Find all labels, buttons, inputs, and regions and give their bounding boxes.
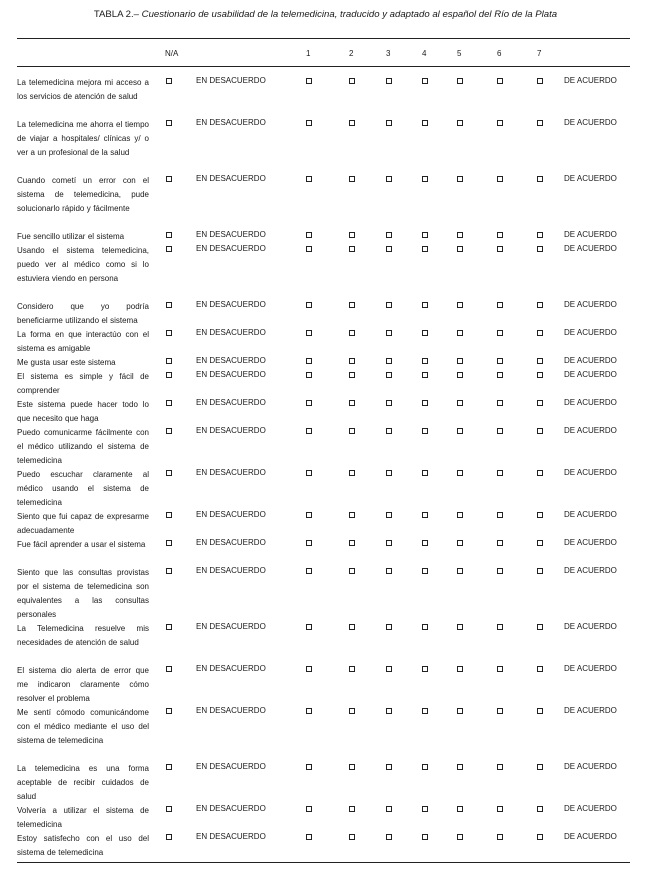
scale-2-checkbox[interactable]	[349, 400, 355, 406]
scale-2-checkbox[interactable]	[349, 512, 355, 518]
scale-6-checkbox[interactable]	[497, 400, 503, 406]
scale-3-checkbox[interactable]	[386, 78, 392, 84]
anchor-disagree-label: EN DESACUERDO	[196, 300, 266, 309]
header-scale-5: 5	[457, 49, 462, 58]
na-checkbox[interactable]	[166, 120, 172, 126]
scale-7-checkbox[interactable]	[537, 120, 543, 126]
scale-5-checkbox[interactable]	[457, 120, 463, 126]
scale-1-checkbox[interactable]	[306, 428, 312, 434]
scale-6-checkbox[interactable]	[497, 428, 503, 434]
scale-1-checkbox[interactable]	[306, 120, 312, 126]
scale-5-checkbox[interactable]	[457, 806, 463, 812]
scale-7-checkbox[interactable]	[537, 232, 543, 238]
scale-3-checkbox[interactable]	[386, 428, 392, 434]
anchor-disagree-label: EN DESACUERDO	[196, 398, 266, 407]
scale-5-checkbox[interactable]	[457, 78, 463, 84]
anchor-disagree-label: EN DESACUERDO	[196, 244, 266, 253]
anchor-disagree-label: EN DESACUERDO	[196, 762, 266, 771]
scale-7-checkbox[interactable]	[537, 302, 543, 308]
header-scale-3: 3	[386, 49, 391, 58]
scale-1-checkbox[interactable]	[306, 624, 312, 630]
question-text: Usando el sistema telemedicina, puedo ver al médico como si lo estuviera viendo en persona	[17, 246, 149, 283]
scale-3-checkbox[interactable]	[386, 176, 392, 182]
scale-6-checkbox[interactable]	[497, 764, 503, 770]
scale-7-checkbox[interactable]	[537, 176, 543, 182]
anchor-agree-label: DE ACUERDO	[564, 832, 617, 841]
anchor-agree-label: DE ACUERDO	[564, 468, 617, 477]
header-rule	[17, 66, 630, 67]
anchor-disagree-label: EN DESACUERDO	[196, 118, 266, 127]
na-checkbox[interactable]	[166, 400, 172, 406]
anchor-agree-label: DE ACUERDO	[564, 538, 617, 547]
question-text: El sistema es simple y fácil de comprender	[17, 372, 149, 395]
anchor-agree-label: DE ACUERDO	[564, 356, 617, 365]
scale-1-checkbox[interactable]	[306, 176, 312, 182]
scale-5-checkbox[interactable]	[457, 302, 463, 308]
scale-2-checkbox[interactable]	[349, 302, 355, 308]
question-text: Siento que fui capaz de expresarme adecuadamente	[17, 512, 149, 535]
scale-5-checkbox[interactable]	[457, 540, 463, 546]
scale-1-checkbox[interactable]	[306, 302, 312, 308]
scale-4-checkbox[interactable]	[422, 428, 428, 434]
scale-3-checkbox[interactable]	[386, 666, 392, 672]
scale-5-checkbox[interactable]	[457, 358, 463, 364]
question-text: Fue fácil aprender a usar el sistema	[17, 540, 146, 549]
question-text: Estoy satisfecho con el uso del sistema de telemedicina	[17, 834, 149, 857]
caption-title: Cuestionario de usabilidad de la telemedicina, traducido y adaptado al español del Río de la Plata	[139, 9, 558, 20]
na-checkbox[interactable]	[166, 708, 172, 714]
na-checkbox[interactable]	[166, 540, 172, 546]
scale-7-checkbox[interactable]	[537, 246, 543, 252]
question-text: Volvería a utilizar el sistema de telemedicina	[17, 806, 149, 829]
anchor-agree-label: DE ACUERDO	[564, 230, 617, 239]
anchor-agree-label: DE ACUERDO	[564, 804, 617, 813]
anchor-disagree-label: EN DESACUERDO	[196, 76, 266, 85]
bottom-rule	[17, 862, 630, 863]
scale-1-checkbox[interactable]	[306, 708, 312, 714]
anchor-disagree-label: EN DESACUERDO	[196, 664, 266, 673]
anchor-agree-label: DE ACUERDO	[564, 328, 617, 337]
scale-6-checkbox[interactable]	[497, 568, 503, 574]
na-checkbox[interactable]	[166, 302, 172, 308]
scale-6-checkbox[interactable]	[497, 176, 503, 182]
scale-1-checkbox[interactable]	[306, 232, 312, 238]
scale-7-checkbox[interactable]	[537, 708, 543, 714]
scale-3-checkbox[interactable]	[386, 806, 392, 812]
scale-5-checkbox[interactable]	[457, 764, 463, 770]
scale-1-checkbox[interactable]	[306, 666, 312, 672]
scale-6-checkbox[interactable]	[497, 372, 503, 378]
na-checkbox[interactable]	[166, 764, 172, 770]
na-checkbox[interactable]	[166, 78, 172, 84]
scale-4-checkbox[interactable]	[422, 568, 428, 574]
scale-2-checkbox[interactable]	[349, 568, 355, 574]
na-checkbox[interactable]	[166, 246, 172, 252]
scale-7-checkbox[interactable]	[537, 400, 543, 406]
scale-6-checkbox[interactable]	[497, 806, 503, 812]
scale-1-checkbox[interactable]	[306, 470, 312, 476]
scale-6-checkbox[interactable]	[497, 512, 503, 518]
anchor-disagree-label: EN DESACUERDO	[196, 230, 266, 239]
scale-6-checkbox[interactable]	[497, 330, 503, 336]
anchor-agree-label: DE ACUERDO	[564, 622, 617, 631]
scale-7-checkbox[interactable]	[537, 834, 543, 840]
scale-1-checkbox[interactable]	[306, 764, 312, 770]
scale-6-checkbox[interactable]	[497, 120, 503, 126]
anchor-agree-label: DE ACUERDO	[564, 664, 617, 673]
question-text: Me gusta usar este sistema	[17, 358, 116, 367]
anchor-agree-label: DE ACUERDO	[564, 244, 617, 253]
anchor-agree-label: DE ACUERDO	[564, 300, 617, 309]
na-checkbox[interactable]	[166, 834, 172, 840]
scale-3-checkbox[interactable]	[386, 624, 392, 630]
scale-3-checkbox[interactable]	[386, 470, 392, 476]
anchor-disagree-label: EN DESACUERDO	[196, 804, 266, 813]
anchor-agree-label: DE ACUERDO	[564, 706, 617, 715]
scale-6-checkbox[interactable]	[497, 470, 503, 476]
scale-1-checkbox[interactable]	[306, 78, 312, 84]
scale-3-checkbox[interactable]	[386, 302, 392, 308]
scale-4-checkbox[interactable]	[422, 330, 428, 336]
scale-5-checkbox[interactable]	[457, 470, 463, 476]
scale-2-checkbox[interactable]	[349, 246, 355, 252]
na-checkbox[interactable]	[166, 428, 172, 434]
scale-7-checkbox[interactable]	[537, 358, 543, 364]
scale-1-checkbox[interactable]	[306, 330, 312, 336]
scale-3-checkbox[interactable]	[386, 246, 392, 252]
scale-4-checkbox[interactable]	[422, 176, 428, 182]
question-text: La forma en que interactúo con el sistema es amigable	[17, 330, 149, 353]
anchor-agree-label: DE ACUERDO	[564, 76, 617, 85]
scale-2-checkbox[interactable]	[349, 666, 355, 672]
scale-5-checkbox[interactable]	[457, 246, 463, 252]
anchor-disagree-label: EN DESACUERDO	[196, 328, 266, 337]
scale-6-checkbox[interactable]	[497, 834, 503, 840]
scale-2-checkbox[interactable]	[349, 624, 355, 630]
scale-7-checkbox[interactable]	[537, 806, 543, 812]
scale-4-checkbox[interactable]	[422, 246, 428, 252]
scale-1-checkbox[interactable]	[306, 400, 312, 406]
scale-2-checkbox[interactable]	[349, 834, 355, 840]
scale-4-checkbox[interactable]	[422, 512, 428, 518]
scale-2-checkbox[interactable]	[349, 78, 355, 84]
anchor-agree-label: DE ACUERDO	[564, 370, 617, 379]
scale-6-checkbox[interactable]	[497, 708, 503, 714]
question-text: Cuando cometí un error con el sistema de telemedicina, pude solucionarlo rápido y fácilmente	[17, 176, 149, 213]
top-rule	[17, 38, 630, 39]
scale-3-checkbox[interactable]	[386, 372, 392, 378]
scale-7-checkbox[interactable]	[537, 512, 543, 518]
header-scale-1: 1	[306, 49, 311, 58]
anchor-disagree-label: EN DESACUERDO	[196, 174, 266, 183]
scale-2-checkbox[interactable]	[349, 470, 355, 476]
scale-4-checkbox[interactable]	[422, 78, 428, 84]
question-text: Puedo comunicarme fácilmente con el médico utilizando el sistema de telemedicina	[17, 428, 149, 465]
scale-2-checkbox[interactable]	[349, 708, 355, 714]
scale-2-checkbox[interactable]	[349, 120, 355, 126]
anchor-disagree-label: EN DESACUERDO	[196, 510, 266, 519]
scale-2-checkbox[interactable]	[349, 232, 355, 238]
question-text: El sistema dio alerta de error que me indicaron claramente cómo resolver el problema	[17, 666, 149, 703]
scale-5-checkbox[interactable]	[457, 428, 463, 434]
scale-3-checkbox[interactable]	[386, 400, 392, 406]
anchor-disagree-label: EN DESACUERDO	[196, 468, 266, 477]
na-checkbox[interactable]	[166, 372, 172, 378]
header-scale-6: 6	[497, 49, 502, 58]
scale-3-checkbox[interactable]	[386, 330, 392, 336]
scale-3-checkbox[interactable]	[386, 834, 392, 840]
anchor-disagree-label: EN DESACUERDO	[196, 566, 266, 575]
question-text: La telemedicina me ahorra el tiempo de viajar a hospitales/ clínicas y/ o ver a un profesional de la salud	[17, 120, 149, 157]
scale-7-checkbox[interactable]	[537, 666, 543, 672]
question-text: Puedo escuchar claramente al médico usando el sistema de telemedicina	[17, 470, 149, 507]
scale-6-checkbox[interactable]	[497, 540, 503, 546]
scale-1-checkbox[interactable]	[306, 512, 312, 518]
scale-1-checkbox[interactable]	[306, 540, 312, 546]
scale-2-checkbox[interactable]	[349, 358, 355, 364]
scale-5-checkbox[interactable]	[457, 568, 463, 574]
header-na: N/A	[165, 49, 179, 58]
anchor-disagree-label: EN DESACUERDO	[196, 706, 266, 715]
question-text: Siento que las consultas provistas por el sistema de telemedicina son equivalentes a las consultas personales	[17, 568, 149, 619]
question-text: Me sentí cómodo comunicándome con el médico mediante el uso del sistema de telemedicina	[17, 708, 149, 745]
scale-6-checkbox[interactable]	[497, 78, 503, 84]
scale-5-checkbox[interactable]	[457, 330, 463, 336]
scale-3-checkbox[interactable]	[386, 358, 392, 364]
na-checkbox[interactable]	[166, 358, 172, 364]
anchor-disagree-label: EN DESACUERDO	[196, 538, 266, 547]
scale-7-checkbox[interactable]	[537, 540, 543, 546]
scale-3-checkbox[interactable]	[386, 512, 392, 518]
scale-2-checkbox[interactable]	[349, 330, 355, 336]
question-text: Este sistema puede hacer todo lo que necesito que haga	[17, 400, 149, 423]
anchor-disagree-label: EN DESACUERDO	[196, 832, 266, 841]
scale-5-checkbox[interactable]	[457, 708, 463, 714]
scale-2-checkbox[interactable]	[349, 806, 355, 812]
scale-1-checkbox[interactable]	[306, 568, 312, 574]
scale-6-checkbox[interactable]	[497, 246, 503, 252]
scale-1-checkbox[interactable]	[306, 372, 312, 378]
na-checkbox[interactable]	[166, 232, 172, 238]
question-text: La telemedicina mejora mi acceso a los servicios de atención de salud	[17, 78, 149, 101]
scale-2-checkbox[interactable]	[349, 176, 355, 182]
scale-6-checkbox[interactable]	[497, 358, 503, 364]
anchor-disagree-label: EN DESACUERDO	[196, 426, 266, 435]
question-text: Fue sencillo utilizar el sistema	[17, 232, 125, 241]
scale-4-checkbox[interactable]	[422, 470, 428, 476]
anchor-agree-label: DE ACUERDO	[564, 762, 617, 771]
anchor-disagree-label: EN DESACUERDO	[196, 370, 266, 379]
scale-6-checkbox[interactable]	[497, 302, 503, 308]
question-text: La Telemedicina resuelve mis necesidades de atención de salud	[17, 624, 149, 647]
scale-4-checkbox[interactable]	[422, 834, 428, 840]
anchor-agree-label: DE ACUERDO	[564, 426, 617, 435]
anchor-disagree-label: EN DESACUERDO	[196, 622, 266, 631]
scale-7-checkbox[interactable]	[537, 624, 543, 630]
scale-2-checkbox[interactable]	[349, 372, 355, 378]
anchor-agree-label: DE ACUERDO	[564, 118, 617, 127]
scale-3-checkbox[interactable]	[386, 708, 392, 714]
na-checkbox[interactable]	[166, 666, 172, 672]
na-checkbox[interactable]	[166, 624, 172, 630]
scale-4-checkbox[interactable]	[422, 232, 428, 238]
caption-label: TABLA 2.–	[93, 9, 139, 20]
scale-5-checkbox[interactable]	[457, 666, 463, 672]
scale-6-checkbox[interactable]	[497, 624, 503, 630]
scale-4-checkbox[interactable]	[422, 372, 428, 378]
scale-4-checkbox[interactable]	[422, 624, 428, 630]
anchor-agree-label: DE ACUERDO	[564, 398, 617, 407]
scale-4-checkbox[interactable]	[422, 764, 428, 770]
scale-4-checkbox[interactable]	[422, 358, 428, 364]
scale-2-checkbox[interactable]	[349, 540, 355, 546]
scale-1-checkbox[interactable]	[306, 358, 312, 364]
anchor-agree-label: DE ACUERDO	[564, 174, 617, 183]
scale-3-checkbox[interactable]	[386, 764, 392, 770]
scale-1-checkbox[interactable]	[306, 834, 312, 840]
na-checkbox[interactable]	[166, 330, 172, 336]
scale-7-checkbox[interactable]	[537, 372, 543, 378]
scale-5-checkbox[interactable]	[457, 232, 463, 238]
scale-4-checkbox[interactable]	[422, 302, 428, 308]
scale-3-checkbox[interactable]	[386, 568, 392, 574]
scale-7-checkbox[interactable]	[537, 330, 543, 336]
scale-1-checkbox[interactable]	[306, 806, 312, 812]
scale-6-checkbox[interactable]	[497, 666, 503, 672]
scale-4-checkbox[interactable]	[422, 400, 428, 406]
na-checkbox[interactable]	[166, 176, 172, 182]
scale-4-checkbox[interactable]	[422, 120, 428, 126]
question-text: Considero que yo podría beneficiarme utilizando el sistema	[17, 302, 149, 325]
scale-7-checkbox[interactable]	[537, 428, 543, 434]
scale-4-checkbox[interactable]	[422, 666, 428, 672]
anchor-disagree-label: EN DESACUERDO	[196, 356, 266, 365]
scale-3-checkbox[interactable]	[386, 120, 392, 126]
scale-5-checkbox[interactable]	[457, 834, 463, 840]
anchor-agree-label: DE ACUERDO	[564, 510, 617, 519]
scale-2-checkbox[interactable]	[349, 764, 355, 770]
scale-5-checkbox[interactable]	[457, 512, 463, 518]
na-checkbox[interactable]	[166, 806, 172, 812]
header-scale-7: 7	[537, 49, 542, 58]
na-checkbox[interactable]	[166, 470, 172, 476]
na-checkbox[interactable]	[166, 512, 172, 518]
header-scale-4: 4	[422, 49, 427, 58]
scale-1-checkbox[interactable]	[306, 246, 312, 252]
scale-5-checkbox[interactable]	[457, 624, 463, 630]
scale-5-checkbox[interactable]	[457, 400, 463, 406]
question-text: La telemedicina es una forma aceptable de recibir cuidados de salud	[17, 764, 149, 801]
scale-3-checkbox[interactable]	[386, 232, 392, 238]
scale-7-checkbox[interactable]	[537, 764, 543, 770]
scale-5-checkbox[interactable]	[457, 176, 463, 182]
scale-4-checkbox[interactable]	[422, 540, 428, 546]
scale-7-checkbox[interactable]	[537, 470, 543, 476]
scale-4-checkbox[interactable]	[422, 806, 428, 812]
na-checkbox[interactable]	[166, 568, 172, 574]
scale-5-checkbox[interactable]	[457, 372, 463, 378]
scale-3-checkbox[interactable]	[386, 540, 392, 546]
header-scale-2: 2	[349, 49, 354, 58]
scale-7-checkbox[interactable]	[537, 78, 543, 84]
scale-7-checkbox[interactable]	[537, 568, 543, 574]
scale-2-checkbox[interactable]	[349, 428, 355, 434]
table-caption	[0, 9, 651, 20]
scale-4-checkbox[interactable]	[422, 708, 428, 714]
scale-6-checkbox[interactable]	[497, 232, 503, 238]
anchor-agree-label: DE ACUERDO	[564, 566, 617, 575]
